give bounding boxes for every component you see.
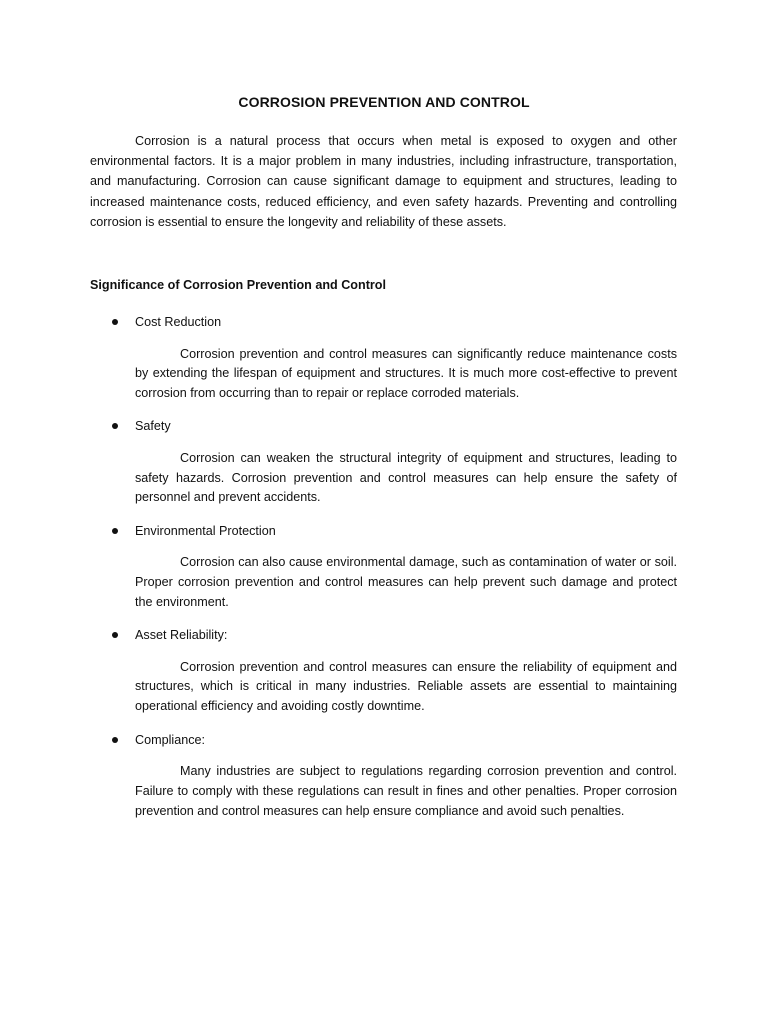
bullet-icon	[112, 528, 118, 534]
bullet-icon	[112, 737, 118, 743]
list-item-safety	[90, 416, 677, 508]
list-item-compliance	[90, 730, 677, 822]
document-title: CORROSION PREVENTION AND CONTROL	[238, 94, 530, 110]
bullet-heading	[90, 521, 677, 541]
bullet-label: Cost Reduction	[135, 315, 222, 329]
bullet-icon	[112, 423, 118, 429]
section-heading: Significance of Corrosion Prevention and Control	[90, 278, 386, 292]
bullet-heading	[90, 730, 677, 750]
bullet-label: Compliance:	[135, 732, 205, 747]
bullet-heading	[90, 416, 677, 436]
bullet-label: Environmental Protection	[135, 523, 276, 538]
bullet-heading	[90, 312, 677, 332]
bullet-description: Corrosion can also cause environmental damage, such as contamination of water or soil. Proper corrosion prevention and control measures can help prevent such damage and protect the environment.	[135, 555, 677, 609]
bullet-description: Corrosion can weaken the structural integrity of equipment and structures, leading to safety hazards. Corrosion prevention and control measures can help ensure the safety of personnel and prevent accidents.	[135, 450, 677, 505]
bullet-label: Safety	[135, 419, 171, 434]
bullet-description: Many industries are subject to regulations regarding corrosion prevention and control. Failure to comply with these regulations can result in fines and other penalties. Proper corrosion prevention and control measures can help ensure compliance and avoid such penalties.	[135, 764, 677, 818]
list-item-asset-reliability	[90, 625, 677, 717]
intro-paragraph: Corrosion is a natural process that occurs when metal is exposed to oxygen and other environmental factors. It is a major problem in many industries, including infrastructure, transportation, and manufacturing. Corrosion can cause significant damage to equipment and structures, leading to increased maintenance costs, reduced efficiency, and even safety hazards. Preventing and controlling corrosion is essential to ensure the longevity and reliability of these assets.	[90, 134, 677, 229]
significance-list	[90, 312, 677, 834]
bullet-heading	[90, 625, 677, 645]
bullet-icon	[112, 319, 118, 325]
bullet-description: Corrosion prevention and control measures can ensure the reliability of equipment and structures, which is critical in many industries. Reliable assets are essential to maintaining operational efficiency and avoiding costly downtime.	[135, 659, 677, 714]
list-item-environmental-protection	[90, 521, 677, 613]
bullet-label: Asset Reliability:	[135, 628, 228, 643]
bullet-icon	[112, 632, 118, 638]
list-item-cost-reduction	[90, 312, 677, 404]
bullet-description: Corrosion prevention and control measures can significantly reduce maintenance costs by extending the lifespan of equipment and structures. It is much more cost-effective to prevent corrosion from occurring than to repair or replace corroded materials.	[135, 346, 677, 401]
